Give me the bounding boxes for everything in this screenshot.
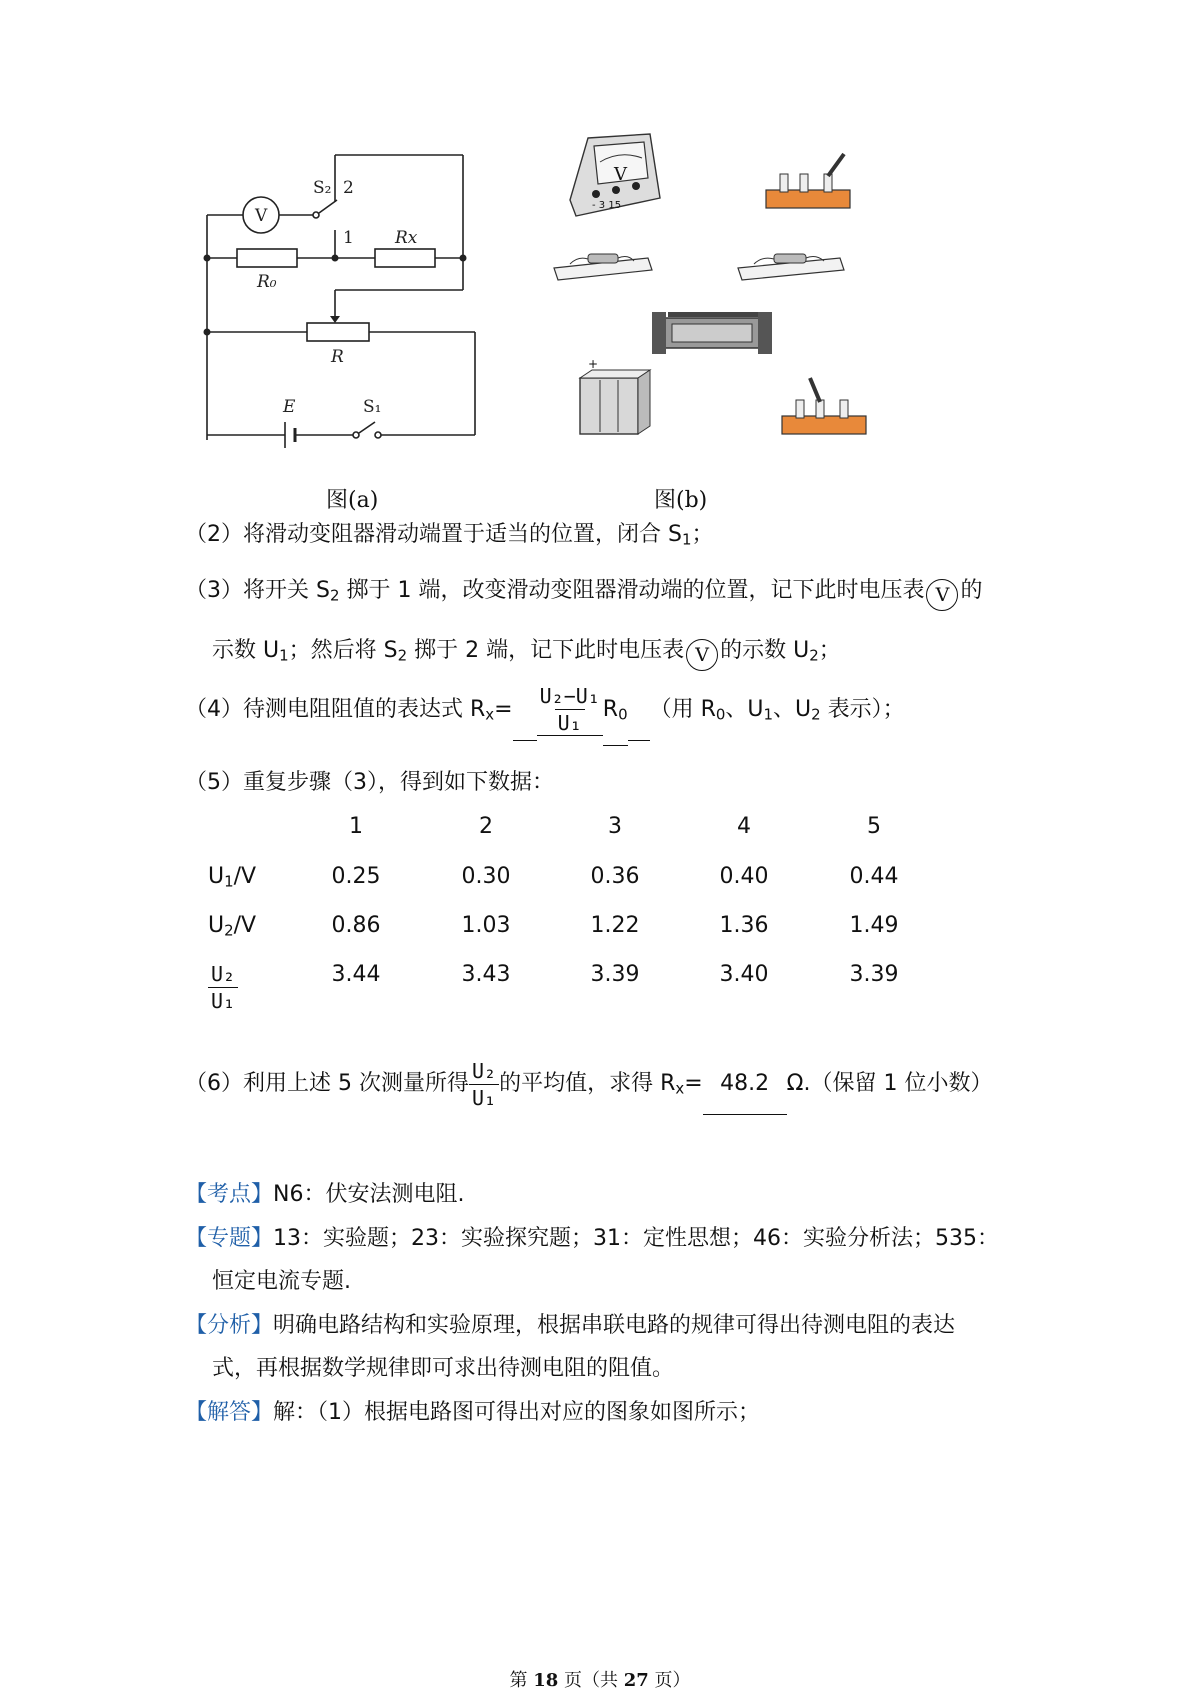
- step-3-line-1: （3）将开关 $S_2$ 掷于 1 端，改变滑动变阻器滑动端的位置，记下此时电压表 V 的: [185, 576, 982, 611]
- table-cell: 0.86: [331, 913, 381, 938]
- label-s2-pos2: 2: [343, 178, 354, 198]
- label-v: V: [255, 206, 268, 226]
- tag-kaodian: 【考点】: [185, 1182, 274, 1207]
- rheostat-icon: [652, 312, 772, 354]
- svg-text:+: +: [588, 357, 599, 371]
- row-label-u2: $U_2/V$: [208, 913, 257, 940]
- table-cell: 3.40: [719, 962, 769, 987]
- battery-icon: [580, 357, 650, 434]
- svg-text:- 3 15: - 3 15: [592, 200, 622, 211]
- note-jieda: 【解答】解：（1）根据电路图可得出对应的图象如图所示；: [185, 1400, 761, 1425]
- resistor-board-icon: [554, 254, 652, 280]
- voltmeter-symbol-icon: V: [686, 639, 718, 671]
- step-4: （4）待测电阻阻值的表达式 $R_x=$ $\frac{\text{U₂−U₁}}{\text{U₁}}$ $R_0$ （用 $R_0$、$U_1$、$U_2$ 表示）；: [185, 680, 905, 746]
- label-s1: S₁: [363, 397, 382, 417]
- table-cell: 0.36: [590, 864, 640, 889]
- label-r: R: [331, 347, 344, 367]
- table-cell: 3.39: [849, 962, 899, 987]
- voltmeter-symbol-icon: V: [926, 579, 958, 611]
- switch-icon: [782, 378, 866, 434]
- table-cell: 0.25: [331, 864, 381, 889]
- label-r0: R₀: [257, 272, 277, 292]
- step-5: （5）重复步骤（3），得到如下数据：: [185, 770, 554, 795]
- table-cell: 0.40: [719, 864, 769, 889]
- table-header-cell: 5: [867, 814, 881, 839]
- tag-zhuanti: 【专题】: [185, 1226, 274, 1251]
- table-cell: 1.03: [461, 913, 511, 938]
- resistor-board-icon: [738, 254, 844, 280]
- label-s2-pos1: 1: [343, 228, 354, 248]
- svg-text:V: V: [614, 164, 627, 185]
- table-cell: 3.39: [590, 962, 640, 987]
- row-label-ratio: $\frac{\text{U₂}}{\text{U₁}}$: [208, 962, 238, 1013]
- table-cell: 1.22: [590, 913, 640, 938]
- table-header-cell: 1: [349, 814, 363, 839]
- table-cell: 3.44: [331, 962, 381, 987]
- tag-fenxi: 【分析】: [185, 1313, 274, 1338]
- apparatus-figure: [548, 128, 868, 448]
- tag-jieda: 【解答】: [185, 1400, 274, 1425]
- circuit-diagram: [195, 150, 535, 460]
- table-cell: 1.49: [849, 913, 899, 938]
- table-header-cell: 2: [479, 814, 493, 839]
- step-6: （6）利用上述 5 次测量所得 $\frac{\text{U₂}}{\text{U₁}}$ 的平均值，求得 $R_x= 48.2$ Ω.（保留 1 位小数）: [185, 1054, 992, 1119]
- note-fenxi-cont: 式，再根据数学规律即可求出待测电阻的阻值。: [212, 1356, 675, 1381]
- table-cell: 3.43: [461, 962, 511, 987]
- label-rx: Rx: [395, 228, 418, 248]
- table-cell: 0.44: [849, 864, 899, 889]
- label-s2: S₂: [313, 178, 332, 198]
- page-footer: 第 18 页（共 27 页）: [509, 1670, 691, 1691]
- rx-expression-fraction: $\frac{\text{U₂−U₁}}{\text{U₁}}$: [537, 684, 603, 736]
- note-zhuanti-cont: 恒定电流专题.: [212, 1269, 351, 1294]
- table-cell: 0.30: [461, 864, 511, 889]
- table-cell: 1.36: [719, 913, 769, 938]
- figure-b-caption: 图(b): [654, 488, 708, 513]
- answer-blank: 48.2: [703, 1054, 787, 1115]
- note-kaodian: 【考点】N6：伏安法测电阻.: [185, 1182, 465, 1207]
- table-header-cell: 4: [737, 814, 751, 839]
- switch-icon: [766, 154, 850, 208]
- row-label-u1: $U_1/V$: [208, 864, 257, 891]
- figure-a-caption: 图(a): [326, 488, 379, 513]
- voltmeter-icon: [570, 134, 660, 216]
- ratio-fraction: $\frac{\text{U₂}}{\text{U₁}}$: [469, 1059, 499, 1110]
- note-fenxi: 【分析】明确电路结构和实验原理，根据串联电路的规律可得出待测电阻的表达: [185, 1313, 956, 1338]
- table-header-cell: 3: [608, 814, 622, 839]
- note-zhuanti: 【专题】13：实验题；23：实验探究题；31：定性思想；46：实验分析法；535：: [185, 1226, 999, 1251]
- step-2: （2）将滑动变阻器滑动端置于适当的位置，闭合 $S_1$；: [185, 522, 714, 549]
- step-3-line-2: 示数 $U_1$；然后将 $S_2$ 掷于 2 端，记下此时电压表 V 的示数 $U_2$；: [212, 636, 841, 671]
- label-e: E: [283, 397, 296, 417]
